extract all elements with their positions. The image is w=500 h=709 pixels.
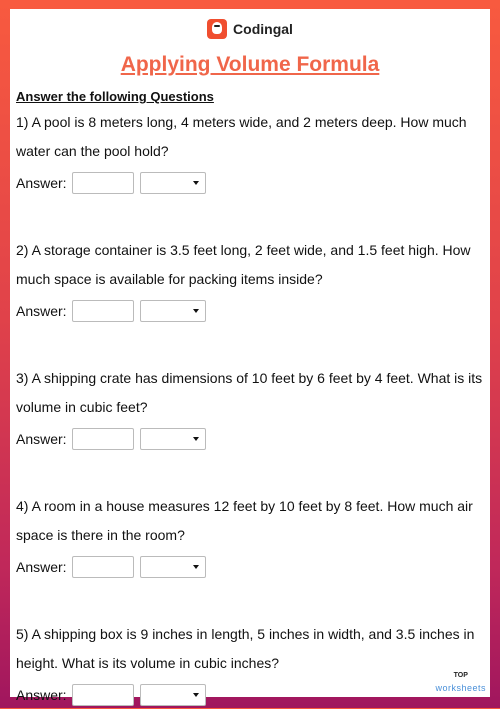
question-1: 1) A pool is 8 meters long, 4 meters wide, and 2 meters deep. How much water can the pool hold? bbox=[16, 114, 467, 159]
answer-row-3 bbox=[16, 425, 484, 453]
penguin-icon bbox=[207, 19, 227, 39]
unit-dropdown-4[interactable] bbox=[140, 556, 206, 578]
caret-down-icon bbox=[193, 181, 199, 185]
answer-row-4 bbox=[16, 553, 484, 581]
answer-label: Answer: bbox=[16, 431, 67, 447]
answer-row-1 bbox=[16, 169, 484, 197]
answer-label: Answer: bbox=[16, 687, 67, 703]
question-2: 2) A storage container is 3.5 feet long, 2 feet wide, and 1.5 feet high. How much space is available for packing items inside? bbox=[16, 242, 471, 287]
answer-label: Answer: bbox=[16, 559, 67, 575]
page-title: Applying Volume Formula bbox=[120, 53, 380, 76]
answer-label: Answer: bbox=[16, 303, 67, 319]
footer-bottom: worksheets bbox=[435, 683, 486, 693]
brand-header bbox=[16, 18, 484, 40]
answer-row-5 bbox=[16, 681, 484, 709]
unit-dropdown-1[interactable] bbox=[140, 172, 206, 194]
instructions: Answer the following Questions bbox=[16, 89, 214, 104]
brand-name: Codingal bbox=[233, 21, 293, 37]
answer-label: Answer: bbox=[16, 175, 67, 191]
caret-down-icon bbox=[193, 693, 199, 697]
unit-dropdown-2[interactable] bbox=[140, 300, 206, 322]
caret-down-icon bbox=[193, 437, 199, 441]
answer-input-3[interactable] bbox=[72, 428, 134, 450]
caret-down-icon bbox=[193, 565, 199, 569]
topworksheets-logo bbox=[435, 672, 486, 695]
answer-input-4[interactable] bbox=[72, 556, 134, 578]
answer-row-2 bbox=[16, 297, 484, 325]
question-5: 5) A shipping box is 9 inches in length, 5 inches in width, and 3.5 inches in height. What is its volume in cubic inches? bbox=[16, 626, 475, 671]
answer-input-5[interactable] bbox=[72, 684, 134, 706]
footer-top: TOP bbox=[453, 672, 468, 679]
unit-dropdown-5[interactable] bbox=[140, 684, 206, 706]
answer-input-1[interactable] bbox=[72, 172, 134, 194]
question-4: 4) A room in a house measures 12 feet by 10 feet by 8 feet. How much air space is there in the room? bbox=[16, 498, 473, 543]
unit-dropdown-3[interactable] bbox=[140, 428, 206, 450]
caret-down-icon bbox=[193, 309, 199, 313]
answer-input-2[interactable] bbox=[72, 300, 134, 322]
question-3: 3) A shipping crate has dimensions of 10 feet by 6 feet by 4 feet. What is its volume in cubic feet? bbox=[16, 370, 483, 415]
worksheet-page bbox=[10, 9, 490, 703]
